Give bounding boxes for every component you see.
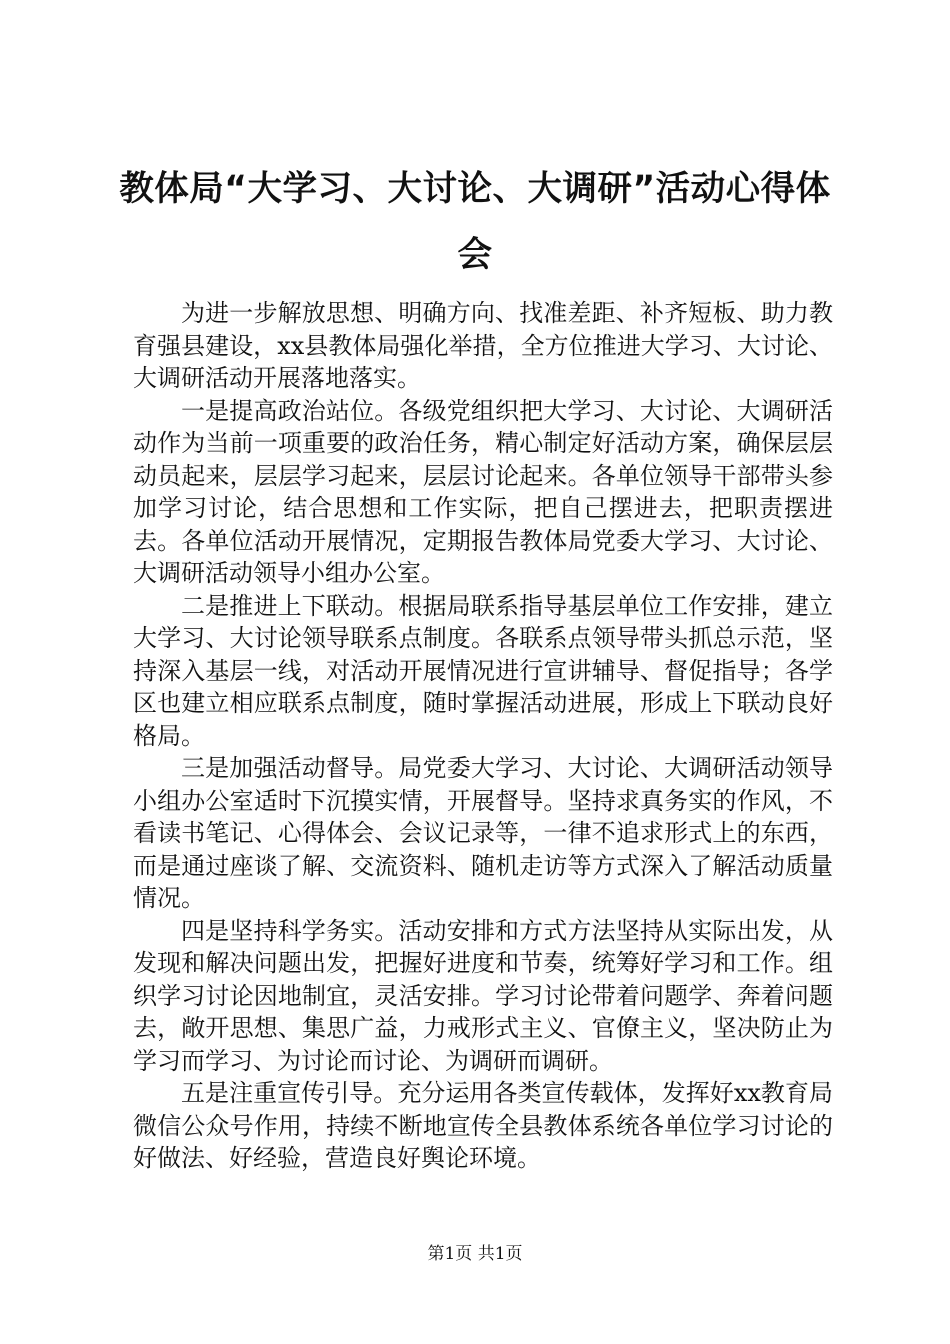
page-number-footer: 第1页 共1页: [427, 1244, 523, 1264]
paragraph-4: 四是坚持科学务实。活动安排和方式方法坚持从实际出发，从发现和解决问题出发，把握好进度和节奏，统筹好学习和工作。组织学习讨论因地制宜，灵活安排。学习讨论带着问题学、奔着问题去，敞开思想、集思广益，力戒形式主义、官僚主义，坚决防止为学习而学习、为讨论而讨论、为调研而调研。: [133, 916, 833, 1075]
paragraph-2: 二是推进上下联动。根据局联系指导基层单位工作安排，建立大学习、大讨论领导联系点制度。各联系点领导带头抓总示范，坚持深入基层一线，对活动开展情况进行宣讲辅导、督促指导；各学区也建立相应联系点制度，随时掌握活动进展，形成上下联动良好格局。: [133, 591, 833, 750]
paragraph-1: 一是提高政治站位。各级党组织把大学习、大讨论、大调研活动作为当前一项重要的政治任务，精心制定好活动方案，确保层层动员起来，层层学习起来，层层讨论起来。各单位领导干部带头参加学习讨论，结合思想和工作实际，把自己摆进去，把职责摆进去。各单位活动开展情况，定期报告教体局党委大学习、大讨论、大调研活动领导小组办公室。: [133, 396, 833, 587]
paragraph-5: 五是注重宣传引导。充分运用各类宣传载体，发挥好xx教育局微信公众号作用，持续不断地宣传全县教体系统各单位学习讨论的好做法、好经验，营造良好舆论环境。: [133, 1079, 833, 1172]
document-body: [133, 297, 833, 1175]
paragraph-intro: 为进一步解放思想、明确方向、找准差距、补齐短板、助力教育强县建设，xx县教体局强化举措，全方位推进大学习、大讨论、大调研活动开展落地落实。: [133, 299, 833, 392]
document-title: 教体局“大学习、大讨论、大调研”活动心得体会: [119, 169, 831, 275]
paragraph-3: 三是加强活动督导。局党委大学习、大讨论、大调研活动领导小组办公室适时下沉摸实情，开展督导。坚持求真务实的作风，不看读书笔记、心得体会、会议记录等，一律不追求形式上的东西，而是通过座谈了解、交流资料、随机走访等方式深入了解活动质量情况。: [133, 754, 833, 912]
